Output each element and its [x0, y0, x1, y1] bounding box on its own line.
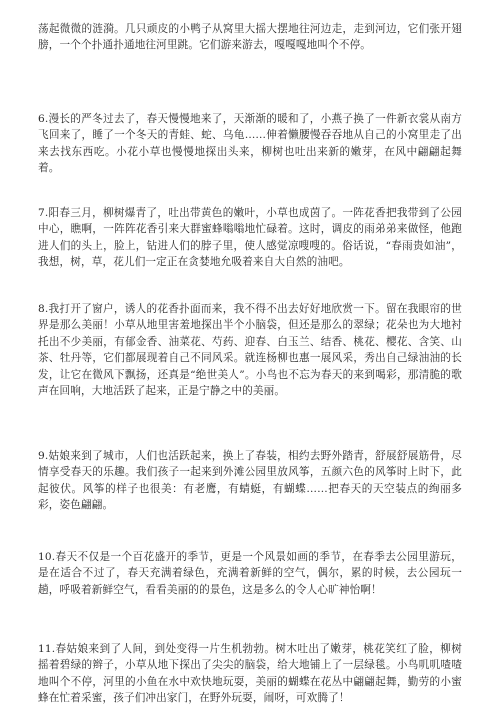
- paragraph-8: 8.我打开了窗户，诱人的花香扑面而来，我不得不出去好好地欣赏一下。留在我眼帘的世界是那么美丽！小草从地里害羞地探出半个小脑袋，但还是那么的翠绿；花朵也为大地衬托出不少美丽，有郁金香、油菜花、芍药、迎春、白玉兰、结香、桃花、樱花、含笑、山茶、牡丹等，它们都展现着自己不同风采。就连杨柳也惠一展风采，秀出自己绿油油的长发，让它在微风下飘扬，还真是“绝世美人”。小鸟也不忘为春天的来到喝彩，那清脆的歌声在回响，大地活跃了起来，正是宁静之中的美丽。: [38, 303, 462, 398]
- paragraph-6: 6.漫长的严冬过去了，春天慢慢地来了，天渐渐的暖和了，小燕子换了一件新衣裳从南方飞回来了，睡了一个冬天的青蛙、蛇、乌龟……伸着懒腰慢吞吞地从自己的小窝里走了出来去找东西吃。小花小草也慢慢地探出头来，柳树也吐出来新的嫩芽，在风中翩翩起舞着。: [38, 113, 462, 175]
- paragraph-continued: 荡起微微的涟漪。几只顽皮的小鸭子从窝里大摇大摆地往河边走，走到河边，它们张开翅膀，一个个扑通扑通地往河里跳。它们游来游去，嘎嘎嘎地叫个不停。: [38, 23, 462, 52]
- paragraph-11: 11.春姑娘来到了人间，到处变得一片生机勃勃。树木吐出了嫩芽，桃花笑红了脸，柳树摇着碧绿的辫子，小草从地下探出了尖尖的脑袋，给大地铺上了一层绿毯。小鸟叽叽喳喳地叫个不停，河里的小鱼在水中欢快地玩耍，美丽的蝴蝶在花丛中翩翩起舞，勤劳的小蜜蜂在忙着采蜜，孩子们冲出家门，在野外玩耍，闹呀，可欢腾了！: [38, 643, 462, 705]
- paragraph-10: 10.春天不仅是一个百花盛开的季节，更是一个风景如画的季节，在春季去公园里游玩，是在适合不过了，春天充满着绿色，充满着新鲜的空气，偶尔，累的时候，去公园玩一趟，呼吸着新鲜空气，看看美丽的的景色，这是多么的令人心旷神怡啊！: [38, 551, 462, 596]
- paragraph-7: 7.阳春三月，柳树爆青了，吐出带黄色的嫩叶，小草也成茵了。一阵花香把我带到了公园中心，瞧啊，一阵阵花香引来大群蜜蜂嗡嗡地忙碌着。这时，调皮的雨弟弟来做怪，他跑进人们的头上，脸上，钻进人们的脖子里，使人感觉凉嗖嗖的。俗话说，“春雨贵如油”，我想，树，草，花儿们一定正在贪婪地允吸着来自大自然的油吧。: [38, 207, 462, 269]
- paragraph-9: 9.姑娘来到了城市，人们也活跃起来，换上了春装，相约去野外踏青，舒展舒展筋骨，尽情享受春天的乐趣。我们孩子一起来到外滩公园里放风筝，五颜六色的风筝时上时下，此起彼伏。风筝的样子也很美：有老鹰，有蜻蜓，有蝴蝶……把春天的天空装点的绚丽多彩，姿色翩翩。: [38, 450, 462, 512]
